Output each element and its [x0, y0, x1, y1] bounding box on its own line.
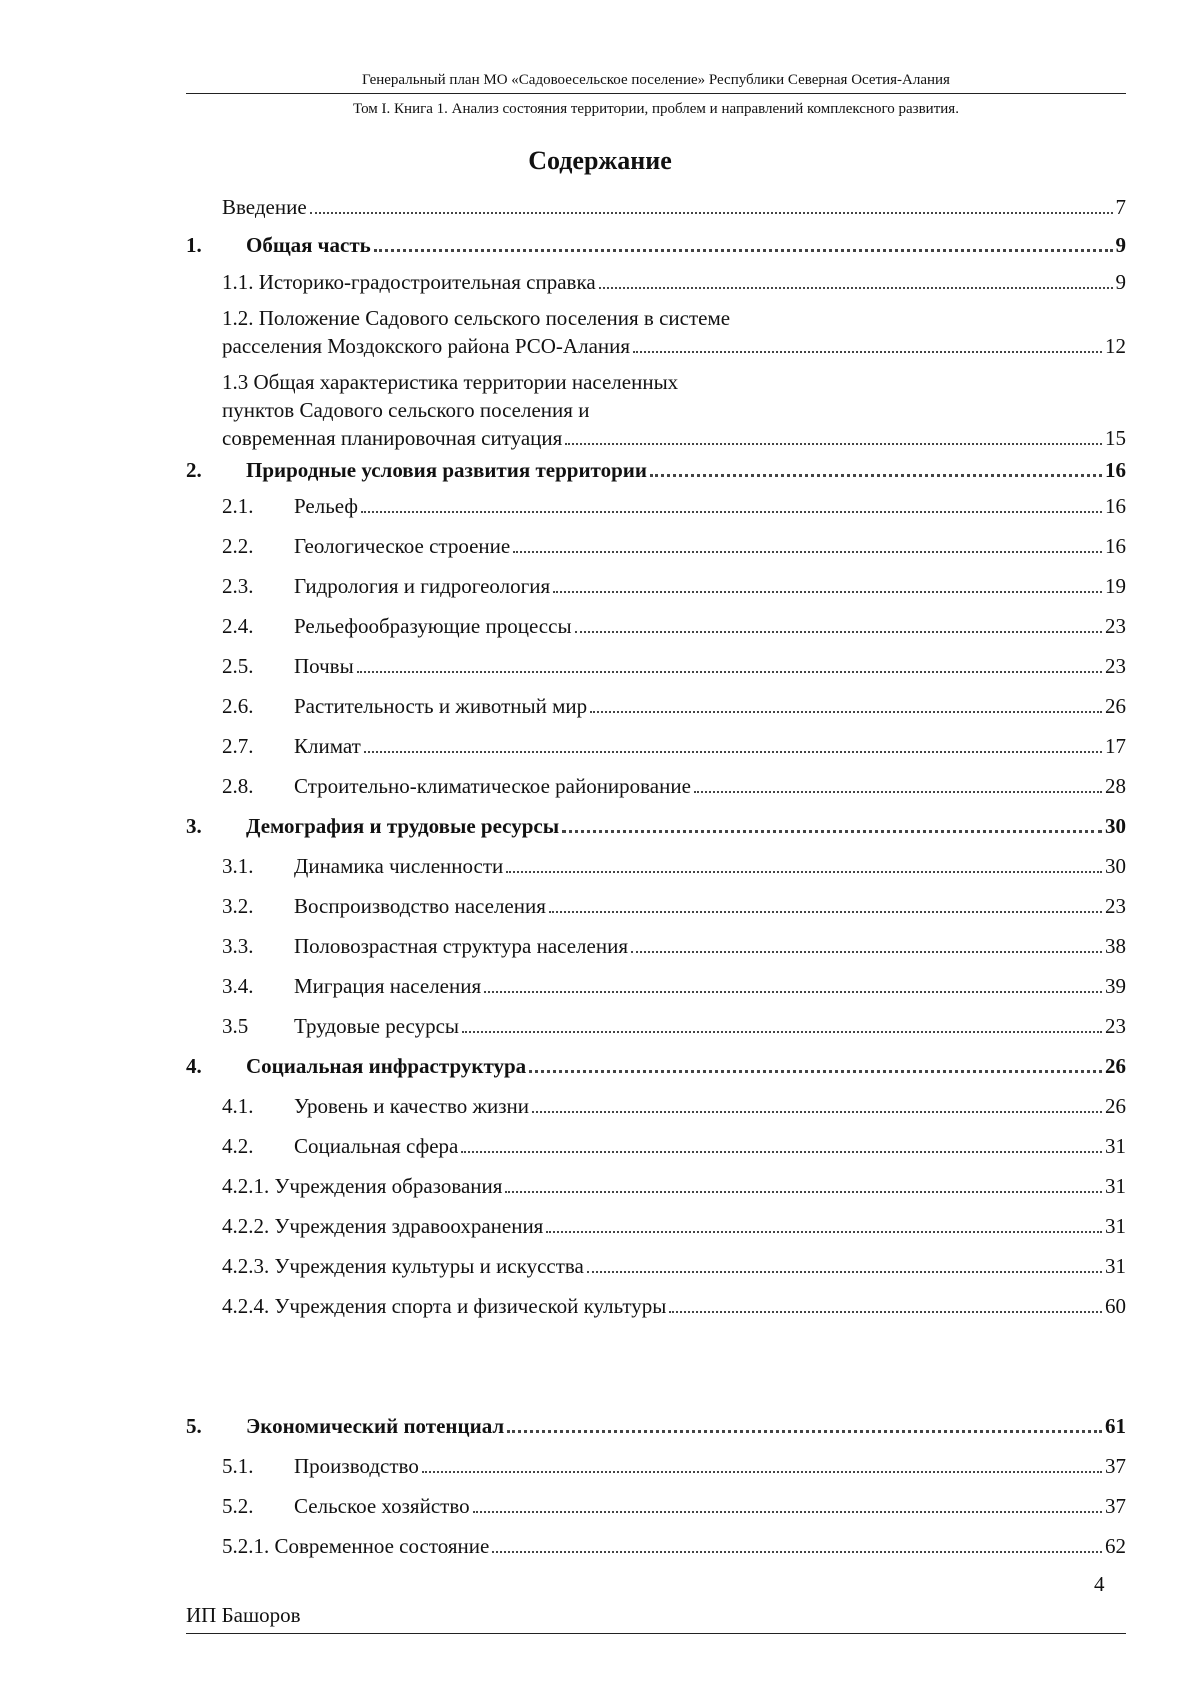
toc-entry-number: 2.4. — [222, 614, 254, 638]
toc-entry-number: 3.2. — [222, 894, 254, 918]
leader-dots — [631, 951, 1102, 953]
toc-entry-label: Почвы — [294, 654, 354, 678]
toc-entry-number: 4.1. — [222, 1094, 254, 1118]
toc-entry-label: Климат — [294, 734, 361, 758]
toc-entry-label: 4.2.1. Учреждения образования — [222, 1174, 503, 1198]
toc-entry-page: 26 — [1105, 694, 1126, 718]
leader-dots — [507, 1430, 1102, 1433]
toc-entry-label: 5.2.1. Современное состояние — [222, 1534, 490, 1558]
toc-entry-page: 28 — [1105, 774, 1126, 798]
leader-dots — [562, 830, 1102, 833]
leader-dots — [310, 212, 1113, 214]
toc-entry-page: 62 — [1105, 1534, 1126, 1558]
toc-entry-label: Природные условия развития территории — [246, 458, 647, 482]
toc-entry-label: Воспроизводство населения — [294, 894, 546, 918]
toc-entry-number: 2.7. — [222, 734, 254, 758]
toc-entry-number: 3.3. — [222, 934, 254, 958]
toc-entry-label: Экономический потенциал — [246, 1414, 505, 1438]
toc-entry-label: Трудовые ресурсы — [294, 1014, 460, 1038]
toc-entry-label: расселения Моздокского района РСО-Алания — [222, 334, 631, 358]
toc-entry-number: 2.6. — [222, 694, 254, 718]
toc-entry-label: Рельеф — [294, 494, 358, 518]
toc-entry-number: 2.3. — [222, 574, 254, 598]
leader-dots — [364, 751, 1102, 753]
leader-dots — [513, 551, 1102, 553]
leader-dots — [529, 1070, 1102, 1073]
header-line-1: Генеральный план МО «Садовоесельское поселение» Республики Северная Осетия-Алания — [362, 72, 950, 88]
leader-dots — [506, 871, 1102, 873]
leader-dots — [473, 1511, 1102, 1513]
toc-entry-number: 5. — [186, 1414, 202, 1438]
toc-entry-number: 2. — [186, 458, 202, 482]
leader-dots — [694, 791, 1102, 793]
leader-dots — [633, 351, 1102, 353]
footer-author: ИП Башоров — [186, 1603, 301, 1627]
toc-entry-page: 23 — [1105, 894, 1126, 918]
toc-entry-number: 2.1. — [222, 494, 254, 518]
toc-entry-label: Демография и трудовые ресурсы — [246, 814, 560, 838]
toc-entry-label: Половозрастная структура населения — [294, 934, 628, 958]
toc-entry-label: 4.2.2. Учреждения здравоохранения — [222, 1214, 544, 1238]
toc-entry-label: Динамика численности — [294, 854, 504, 878]
toc-entry-page: 38 — [1105, 934, 1126, 958]
leader-dots — [532, 1111, 1102, 1113]
leader-dots — [357, 671, 1102, 673]
leader-dots — [492, 1551, 1102, 1553]
page-number: 4 — [1094, 1572, 1105, 1596]
leader-dots — [462, 1031, 1102, 1033]
toc-entry-page: 17 — [1105, 734, 1126, 758]
toc-entry-label: Сельское хозяйство — [294, 1494, 470, 1518]
leader-dots — [575, 631, 1102, 633]
toc-entry-number: 2.5. — [222, 654, 254, 678]
toc-entry-number: 1. — [186, 233, 202, 257]
toc-entry-line: 1.3 Общая характеристика территории населенных — [222, 370, 679, 394]
toc-entry-label: Социальная сфера — [294, 1134, 459, 1158]
toc-entry-label: Уровень и качество жизни — [294, 1094, 529, 1118]
toc-entry-page: 15 — [1105, 426, 1126, 450]
toc-entry-label: Растительность и животный мир — [294, 694, 588, 718]
toc-entry-label: современная планировочная ситуация — [222, 426, 563, 450]
leader-dots — [650, 474, 1102, 477]
leader-dots — [374, 249, 1113, 252]
toc-entry-page: 9 — [1115, 270, 1126, 294]
toc-entry-page: 16 — [1105, 534, 1126, 558]
toc-entry-page: 12 — [1105, 334, 1126, 358]
toc-entry-number: 4.2. — [222, 1134, 254, 1158]
toc-entry-page: 37 — [1105, 1454, 1126, 1478]
toc-entry-page: 7 — [1115, 195, 1126, 219]
toc-entry-label: 4.2.4. Учреждения спорта и физической культуры — [222, 1294, 667, 1318]
toc-entry-label: Рельефообразующие процессы — [294, 614, 572, 638]
leader-dots — [587, 1271, 1102, 1273]
leader-dots — [549, 911, 1102, 913]
toc-entry-number: 3.5 — [222, 1014, 249, 1038]
toc-entry-page: 31 — [1105, 1254, 1126, 1278]
leader-dots — [546, 1231, 1102, 1233]
toc-entry-number: 3.4. — [222, 974, 254, 998]
leader-dots — [422, 1471, 1102, 1473]
toc-entry-page: 30 — [1105, 854, 1126, 878]
leader-dots — [361, 511, 1102, 513]
toc-entry-label: 1.1. Историко-градостроительная справка — [222, 270, 596, 294]
toc-entry-page: 19 — [1105, 574, 1126, 598]
toc-entry-label: Введение — [222, 195, 307, 219]
footer-rule — [186, 1633, 1126, 1634]
leader-dots — [590, 711, 1102, 713]
toc-entry-number: 2.8. — [222, 774, 254, 798]
toc-entry-page: 23 — [1105, 654, 1126, 678]
toc-entry-number: 3. — [186, 814, 202, 838]
toc-entry-page: 23 — [1105, 614, 1126, 638]
leader-dots — [565, 443, 1102, 445]
toc-entry-page: 39 — [1105, 974, 1126, 998]
toc-entry-page: 37 — [1105, 1494, 1126, 1518]
toc-entry-page: 61 — [1105, 1414, 1126, 1438]
leader-dots — [505, 1191, 1102, 1193]
toc-entry-line: пунктов Садового сельского поселения и — [222, 398, 590, 422]
toc-entry-page: 26 — [1105, 1054, 1126, 1078]
toc-entry-label: Гидрология и гидрогеология — [294, 574, 551, 598]
toc-entry-label: Миграция населения — [294, 974, 482, 998]
toc-entry-label: Строительно-климатическое районирование — [294, 774, 691, 798]
toc-entry-number: 2.2. — [222, 534, 254, 558]
toc-entry-label: 4.2.3. Учреждения культуры и искусства — [222, 1254, 584, 1278]
toc-entry-number: 5.1. — [222, 1454, 254, 1478]
toc-entry-page: 16 — [1105, 494, 1126, 518]
page-title: Содержание — [528, 146, 672, 175]
toc-entry-label: Производство — [294, 1454, 419, 1478]
toc-entry-page: 31 — [1105, 1214, 1126, 1238]
toc-entry-page: 60 — [1105, 1294, 1126, 1318]
toc-entry-page: 23 — [1105, 1014, 1126, 1038]
toc-entry-number: 5.2. — [222, 1494, 254, 1518]
header-line-2: Том I. Книга 1. Анализ состояния территории, проблем и направлений комплексного развития. — [353, 101, 959, 117]
toc-entry-page: 30 — [1105, 814, 1126, 838]
toc-entry-number: 4. — [186, 1054, 202, 1078]
toc-entry-page: 31 — [1105, 1174, 1126, 1198]
toc-entry-label: Общая часть — [246, 233, 371, 257]
toc-entry-page: 9 — [1115, 233, 1126, 257]
toc-entry-number: 3.1. — [222, 854, 254, 878]
toc-entry-line: 1.2. Положение Садового сельского поселения в системе — [222, 306, 731, 330]
leader-dots — [599, 287, 1113, 289]
toc-entry-page: 26 — [1105, 1094, 1126, 1118]
toc-entry-label: Геологическое строение — [294, 534, 511, 558]
toc-entry-page: 16 — [1105, 458, 1126, 482]
leader-dots — [461, 1151, 1102, 1153]
toc-entry-label: Социальная инфраструктура — [246, 1054, 527, 1078]
toc-entry-page: 31 — [1105, 1134, 1126, 1158]
leader-dots — [484, 991, 1102, 993]
leader-dots — [553, 591, 1102, 593]
leader-dots — [669, 1311, 1102, 1313]
